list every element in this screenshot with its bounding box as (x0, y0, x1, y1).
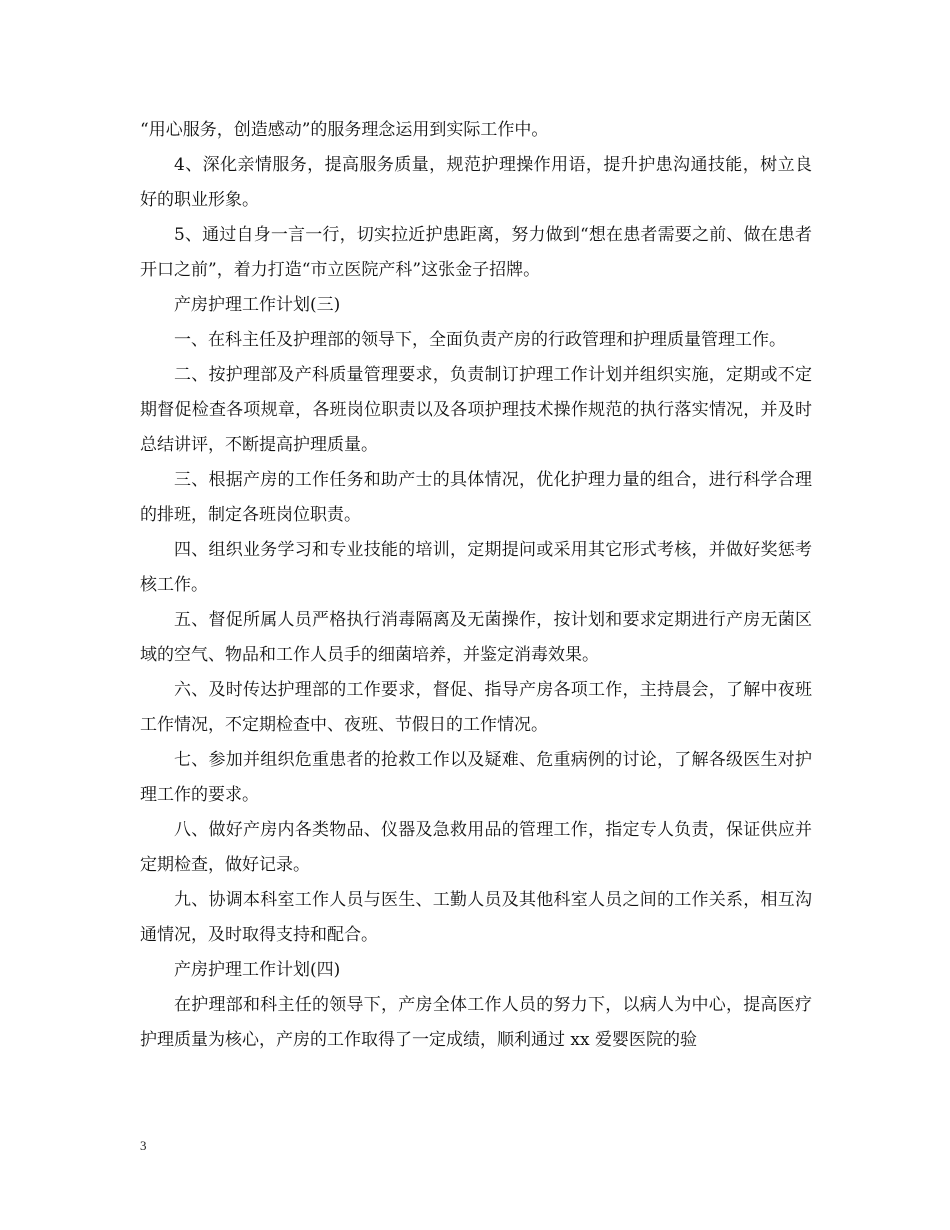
paragraph: 四、组织业务学习和专业技能的培训，定期提问或采用其它形式考核，并做好奖惩考核工作。 (140, 540, 812, 595)
section-heading: 产房护理工作计划(三) (174, 295, 341, 315)
paragraph: 4、深化亲情服务，提高服务质量，规范护理操作用语，提升护患沟通技能，树立良好的职业形象。 (140, 155, 812, 210)
paragraph: 三、根据产房的工作任务和助产士的具体情况，优化护理力量的组合，进行科学合理的排班，制定各班岗位职责。 (140, 470, 812, 525)
paragraph: 5、通过自身一言一行，切实拉近护患距离，努力做到“想在患者需要之前、做在患者开口之前”，着力打造“市立医院产科”这张金子招牌。 (140, 225, 812, 280)
paragraph: 七、参加并组织危重患者的抢救工作以及疑难、危重病例的讨论，了解各级医生对护理工作的要求。 (140, 750, 812, 805)
page-number: 3 (140, 1138, 147, 1153)
paragraph: 二、按护理部及产科质量管理要求，负责制订护理工作计划并组织实施，定期或不定期督促检查各项规章，各班岗位职责以及各项护理技术操作规范的执行落实情况，并及时总结讲评，不断提高护理质量。 (140, 365, 812, 455)
paragraph: 一、在科主任及护理部的领导下，全面负责产房的行政管理和护理质量管理工作。 (174, 330, 786, 350)
paragraph: 五、督促所属人员严格执行消毒隔离及无菌操作，按计划和要求定期进行产房无菌区域的空气、物品和工作人员手的细菌培养，并鉴定消毒效果。 (140, 610, 812, 665)
section-heading: 产房护理工作计划(四) (174, 960, 341, 980)
paragraph: 八、做好产房内各类物品、仪器及急救用品的管理工作，指定专人负责，保证供应并定期检查，做好记录。 (140, 820, 812, 875)
document-body (140, 113, 812, 1058)
paragraph: 在护理部和科主任的领导下，产房全体工作人员的努力下，以病人为中心，提高医疗护理质量为核心，产房的工作取得了一定成绩，顺利通过 xx 爱婴医院的验 (140, 995, 812, 1050)
paragraph: “用心服务，创造感动”的服务理念运用到实际工作中。 (140, 120, 549, 140)
paragraph: 九、协调本科室工作人员与医生、工勤人员及其他科室人员之间的工作关系，相互沟通情况，及时取得支持和配合。 (140, 890, 812, 945)
paragraph: 六、及时传达护理部的工作要求，督促、指导产房各项工作，主持晨会，了解中夜班工作情况，不定期检查中、夜班、节假日的工作情况。 (140, 680, 812, 735)
